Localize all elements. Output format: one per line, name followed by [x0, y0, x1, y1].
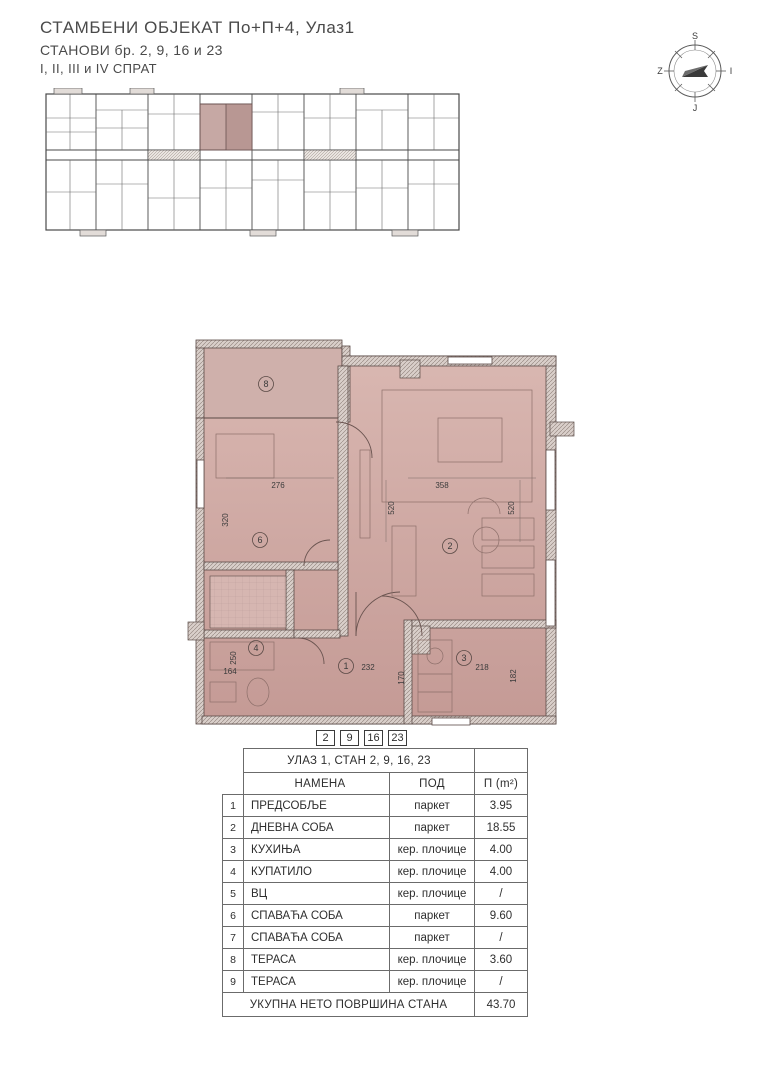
svg-text:6: 6 — [257, 535, 263, 545]
row-floor: паркет — [390, 795, 475, 817]
row-name: ВЦ — [244, 883, 390, 905]
table-row — [223, 795, 528, 817]
page-title: СТАМБЕНИ ОБЈЕКАТ По+П+4, Улаз1 — [40, 18, 355, 37]
svg-text:520: 520 — [507, 501, 516, 515]
row-name: СПАВАЋА СОБА — [244, 927, 390, 949]
flat-number-badges — [316, 730, 407, 746]
row-floor: паркет — [390, 817, 475, 839]
row-floor: кер. плочице — [390, 883, 475, 905]
row-name: ПРЕДСОБЉЕ — [244, 795, 390, 817]
row-name: ТЕРАСА — [244, 949, 390, 971]
svg-text:250: 250 — [229, 651, 238, 665]
table-total-row — [223, 993, 528, 1017]
row-number: 8 — [223, 949, 244, 971]
page-header — [40, 18, 560, 76]
row-name: СПАВАЋА СОБА — [244, 905, 390, 927]
svg-text:S: S — [691, 31, 699, 41]
row-floor: паркет — [390, 905, 475, 927]
svg-text:8: 8 — [263, 379, 269, 389]
row-number: 4 — [223, 861, 244, 883]
table-row — [223, 861, 528, 883]
table-caption: УЛАЗ 1, СТАН 2, 9, 16, 23 — [244, 749, 475, 773]
row-name: ДНЕВНА СОБА — [244, 817, 390, 839]
room-schedule-table — [222, 748, 528, 1017]
row-area: 3.95 — [475, 795, 528, 817]
flat-badge: 16 — [364, 730, 383, 746]
svg-text:164: 164 — [223, 667, 237, 676]
row-number: 3 — [223, 839, 244, 861]
svg-text:170: 170 — [397, 671, 406, 685]
table-row — [223, 927, 528, 949]
building-key-plan — [40, 88, 465, 238]
row-name: КУПАТИЛО — [244, 861, 390, 883]
row-area: 3.60 — [475, 949, 528, 971]
row-area: 9.60 — [475, 905, 528, 927]
svg-text:I: I — [729, 66, 733, 76]
row-number: 9 — [223, 971, 244, 993]
row-number: 1 — [223, 795, 244, 817]
page-floors-label: I, II, III и IV СПРАТ — [40, 61, 158, 76]
row-floor: кер. плочице — [390, 861, 475, 883]
row-number: 5 — [223, 883, 244, 905]
row-floor: кер. плочице — [390, 949, 475, 971]
svg-text:358: 358 — [435, 481, 449, 490]
svg-text:320: 320 — [221, 513, 230, 527]
row-floor: паркет — [390, 927, 475, 949]
svg-text:1: 1 — [343, 661, 349, 671]
table-row — [223, 905, 528, 927]
svg-text:J: J — [692, 103, 698, 113]
row-area: / — [475, 927, 528, 949]
svg-text:218: 218 — [475, 663, 489, 672]
table-row — [223, 883, 528, 905]
svg-text:3: 3 — [461, 653, 467, 663]
svg-text:232: 232 — [361, 663, 375, 672]
row-number: 6 — [223, 905, 244, 927]
svg-text:2: 2 — [447, 541, 453, 551]
total-value: 43.70 — [475, 993, 528, 1017]
total-label: УКУПНА НЕТО ПОВРШИНА СТАНА — [223, 993, 475, 1017]
flat-badge: 2 — [316, 730, 335, 746]
row-floor: кер. плочице — [390, 971, 475, 993]
row-area: 4.00 — [475, 839, 528, 861]
compass-rose-icon — [652, 28, 738, 114]
page-subtitle: СТАНОВИ бр. 2, 9, 16 и 23 — [40, 42, 223, 58]
row-number: 7 — [223, 927, 244, 949]
row-area: 18.55 — [475, 817, 528, 839]
table-row — [223, 817, 528, 839]
table-caption-row — [223, 749, 528, 773]
row-area: / — [475, 971, 528, 993]
svg-text:182: 182 — [509, 669, 518, 683]
table-header-row — [223, 773, 528, 795]
row-floor: кер. плочице — [390, 839, 475, 861]
svg-text:276: 276 — [271, 481, 285, 490]
col-header-name: НАМЕНА — [244, 773, 390, 795]
table-caption-spacer — [475, 749, 528, 773]
table-row — [223, 949, 528, 971]
row-area: 4.00 — [475, 861, 528, 883]
svg-text:Z: Z — [657, 66, 663, 76]
col-header-area: П (m²) — [475, 773, 528, 795]
row-name: ТЕРАСА — [244, 971, 390, 993]
apartment-floor-plan — [186, 330, 581, 740]
table-row — [223, 971, 528, 993]
row-number: 2 — [223, 817, 244, 839]
row-area: / — [475, 883, 528, 905]
svg-text:520: 520 — [387, 501, 396, 515]
row-name: КУХИЊА — [244, 839, 390, 861]
flat-badge: 9 — [340, 730, 359, 746]
svg-text:4: 4 — [253, 643, 259, 653]
table-row — [223, 839, 528, 861]
flat-badge: 23 — [388, 730, 407, 746]
col-header-floor: ПОД — [390, 773, 475, 795]
